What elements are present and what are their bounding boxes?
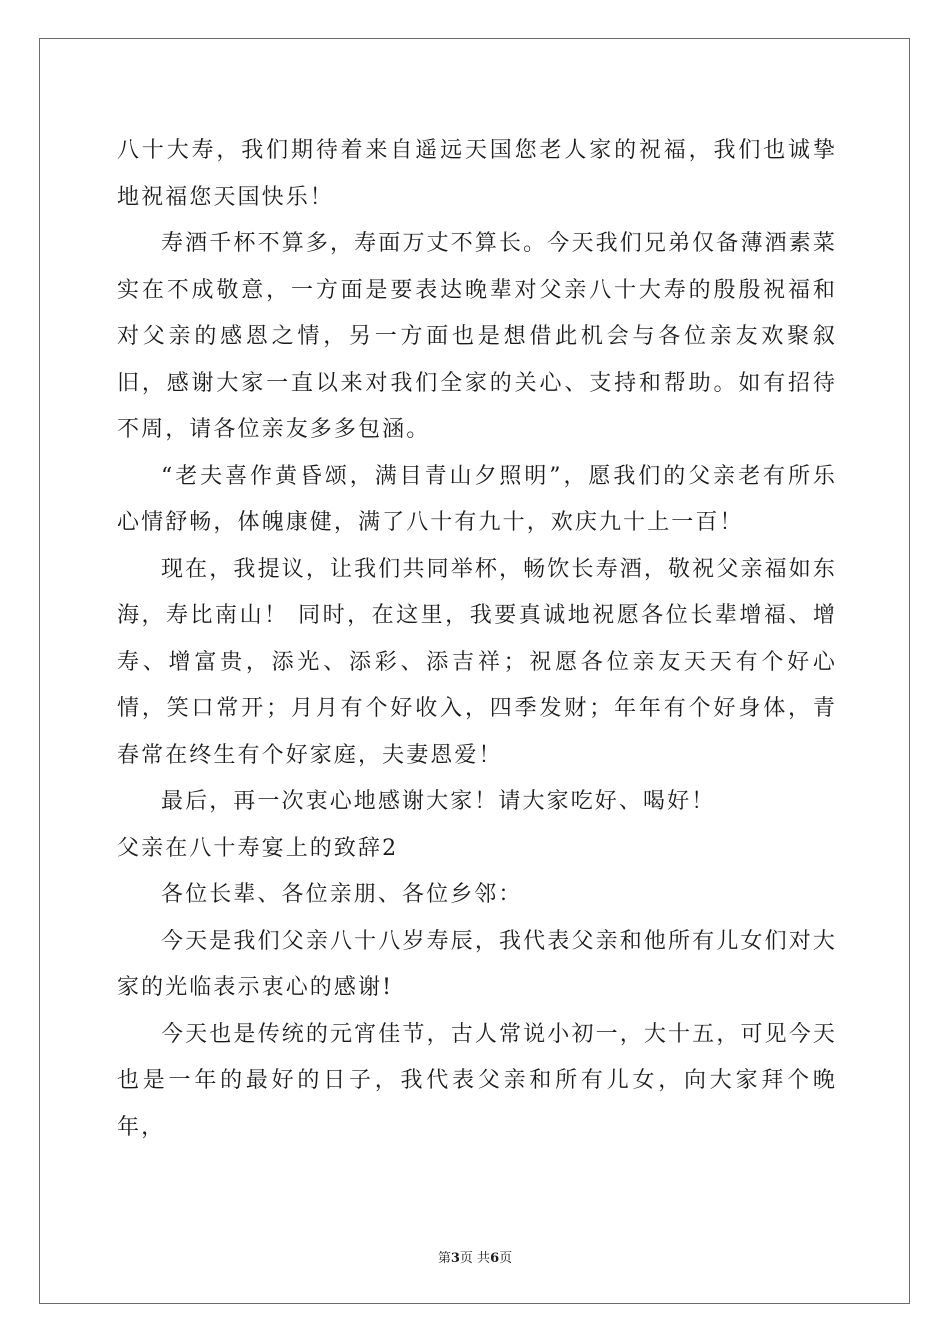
footer-page-suffix: 页	[499, 1251, 513, 1266]
paragraph: “老夫喜作黄昏颂，满目青山夕照明”，愿我们的父亲老有所乐心情舒畅，体魄康健，满了八十有九十，欢庆九十上一百！	[117, 463, 837, 535]
paragraph: 最后，再一次衷心地感谢大家！请大家吃好、喝好！	[161, 789, 716, 814]
section-heading: 父亲在八十寿宴上的致辞2	[117, 835, 399, 861]
footer-total-pages: 6	[490, 1251, 500, 1266]
document-body	[117, 128, 837, 1151]
salutation: 各位长辈、各位亲朋、各位乡邻：	[161, 882, 523, 907]
paragraph: 今天也是传统的元宵佳节，古人常说小初一，大十五，可见今天也是一年的最好的日子，我代表父亲和所有儿女，向大家拜个晚年，	[117, 1021, 837, 1140]
paragraph: 今天是我们父亲八十八岁寿辰，我代表父亲和他所有儿女们对大家的光临表示衷心的感谢!	[117, 928, 837, 1000]
paragraph: 现在，我提议，让我们共同举杯，畅饮长寿酒，敬祝父亲福如东海，寿比南山！ 同时，在这里，我要真诚地祝愿各位长辈增福、增寿、增富贵，添光、添彩、添吉祥；祝愿各位亲友天天有个好心情，笑口常开；月月有个好收入，四季发财；年年有个好身体，青春常在终生有个好家庭，夫妻恩爱！	[117, 556, 837, 768]
footer-page-number: 3	[450, 1251, 460, 1266]
footer-page-middle: 页 共	[459, 1251, 491, 1266]
footer-page-prefix: 第	[437, 1251, 451, 1266]
page-footer	[0, 1247, 950, 1266]
paragraph: 八十大寿，我们期待着来自遥远天国您老人家的祝福，我们也诚挚地祝福您天国快乐！	[117, 138, 837, 210]
paragraph: 寿酒千杯不算多，寿面万丈不算长。今天我们兄弟仅备薄酒素菜实在不成敬意，一方面是要表达晚辈对父亲八十大寿的殷殷祝福和对父亲的感恩之情，另一方面也是想借此机会与各位亲友欢聚叙旧，感谢大家一直以来对我们全家的关心、支持和帮助。如有招待不周，请各位亲友多多包涵。	[117, 231, 837, 442]
